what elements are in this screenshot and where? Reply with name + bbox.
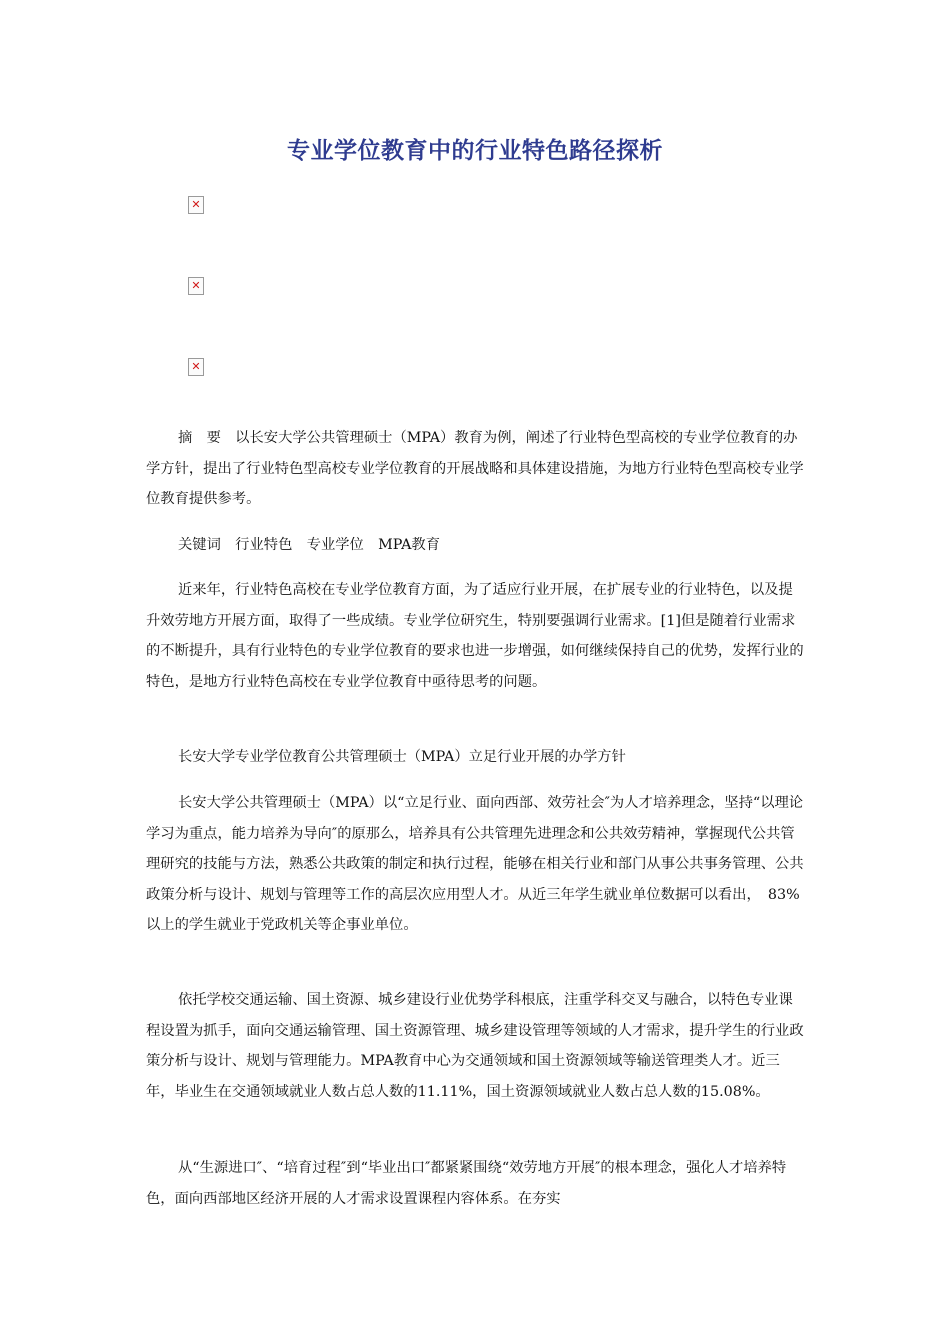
broken-image-glyph: ✕ (191, 279, 201, 292)
broken-image-glyph: ✕ (191, 198, 201, 211)
intro-text: 近来年，行业特色高校在专业学位教育方面，为了适应行业开展，在扩展专业的行业特色，以及提升效劳地方开展方面，取得了一些成绩。专业学位研究生，特别要强调行业需求。[1]但是随着行业需求的不断提升，具有行业特色的专业学位教育的要求也进一步增强，如何继续保持自己的优势，发挥行业的特色，是地方行业特色高校在专业学位教育中亟待思考的问题。 (146, 582, 804, 690)
document-title: 专业学位教育中的行业特色路径探析 (287, 138, 663, 164)
broken-image-icon (188, 196, 204, 214)
body-paragraph-2-text: 依托学校交通运输、国土资源、城乡建设行业优势学科根底，注重学科交叉与融合，以特色专业课程设置为抓手，面向交通运输管理、国土资源管理、城乡建设管理等领域的人才需求，提升学生的行业政策分析与设计、规划与管理能力。MPA教育中心为交通领域和国土资源领域等输送管理类人才。近三年，毕业生在交通领域就业人数占总人数的11.11%，国土资源领域就业人数占总人数的15.08%。 (146, 992, 804, 1100)
broken-image-icon (188, 358, 204, 376)
section-heading (146, 742, 806, 773)
body-paragraph-2 (146, 985, 806, 1107)
keywords-text: 关键词 行业特色 专业学位 MPA教育 (178, 537, 441, 553)
intro-paragraph (146, 575, 806, 697)
broken-image-icon (188, 277, 204, 295)
body-paragraph-3-text: 从“生源进口″、“培育过程″到“毕业出口″都紧紧围绕“效劳地方开展″的根本理念，强化人才培养特色，面向西部地区经济开展的人才需求设置课程内容体系。在夯实 (146, 1160, 787, 1207)
keywords-paragraph (146, 530, 806, 561)
body-paragraph-1 (146, 788, 806, 941)
body-paragraph-3 (146, 1153, 806, 1214)
abstract-paragraph (146, 423, 806, 515)
broken-image-glyph: ✕ (191, 360, 201, 373)
section-heading-text: 长安大学专业学位教育公共管理硕士（MPA）立足行业开展的办学方针 (178, 749, 626, 765)
abstract-text: 摘 要 以长安大学公共管理硕士（MPA）教育为例，阐述了行业特色型高校的专业学位教育的办学方针，提出了行业特色型高校专业学位教育的开展战略和具体建设措施，为地方行业特色型高校专业学位教育提供参考。 (146, 430, 804, 507)
body-paragraph-1-text: 长安大学公共管理硕士（MPA）以“立足行业、面向西部、效劳社会″为人才培养理念，坚持“以理论学习为重点，能力培养为导向″的原那么，培养具有公共管理先进理念和公共效劳精神，掌握现代公共管理研究的技能与方法，熟悉公共政策的制定和执行过程，能够在相关行业和部门从事公共事务管理、公共政策分析与设计、规划与管理等工作的高层次应用型人才。从近三年学生就业单位数据可以看出， 83%以上的学生就业于党政机关等企事业单位。 (146, 795, 804, 933)
